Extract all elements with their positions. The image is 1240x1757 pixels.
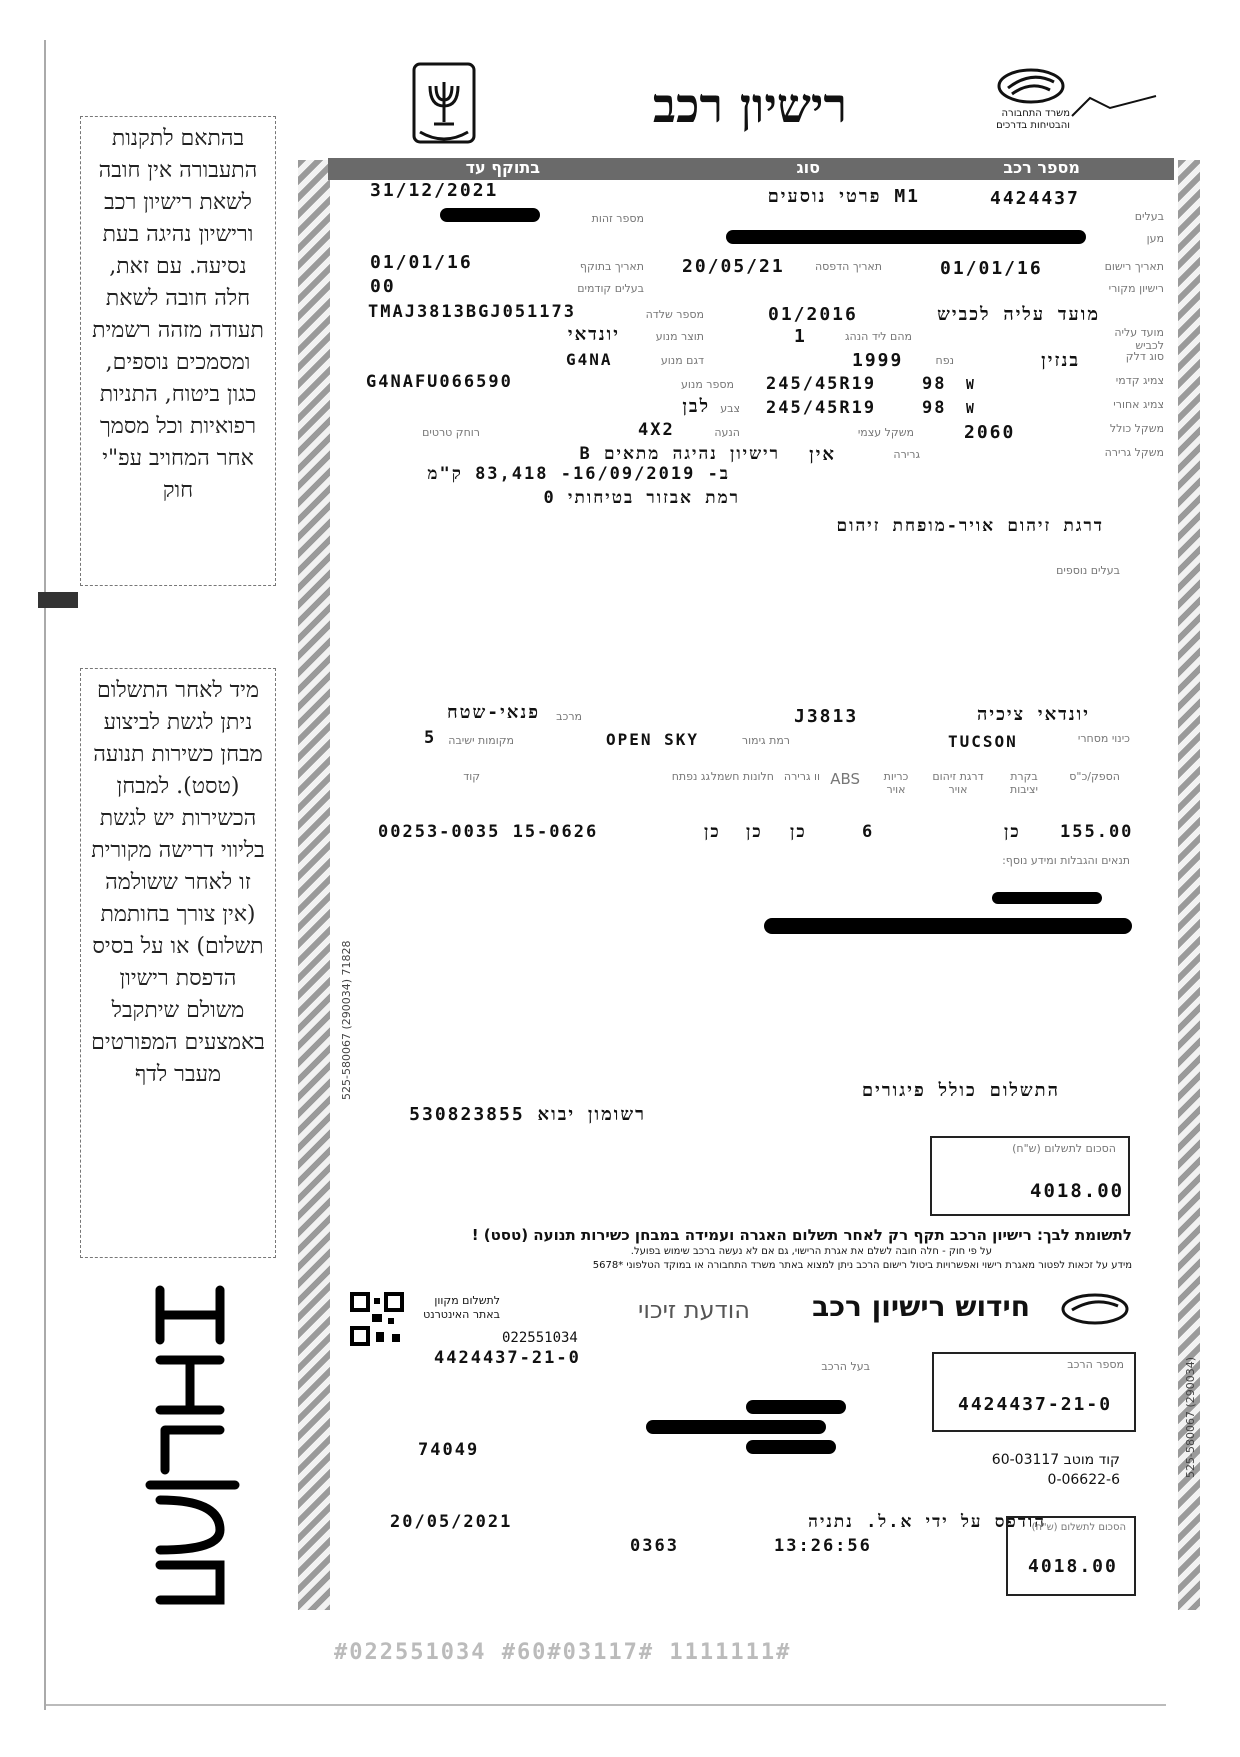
- ministry-name: [990, 108, 1070, 132]
- engine-number-value: G4NAFU066590: [366, 372, 513, 392]
- amount-value: 4018.00: [1030, 1180, 1125, 1202]
- renewal-date: 20/05/2021: [390, 1512, 513, 1532]
- vehicle-number-value: 4424437-21-0: [958, 1394, 1113, 1415]
- fuel-value: בנזין: [1041, 350, 1080, 371]
- redacted-renewal-owner-1: [746, 1400, 846, 1414]
- road-date-value: 01/2016: [768, 304, 858, 325]
- print-time: 13:26:56: [774, 1536, 872, 1556]
- valid-until-value: 31/12/2021: [370, 180, 499, 201]
- left-margin-code: 525-580067 (290034) 71828: [340, 940, 353, 1100]
- pollution-text: דרגת זיהום אויר-מופחת זיהום: [836, 516, 1104, 536]
- tow-hook-value: כן: [746, 822, 763, 842]
- windows-label: חלונות חשמל: [710, 770, 774, 783]
- total-weight-label: משקל כולל: [1109, 422, 1164, 435]
- redacted-renewal-owner-3: [746, 1440, 836, 1454]
- road-label: מועד עליה לכביש: [1114, 326, 1164, 352]
- branch-code: [950, 1450, 1120, 1490]
- zip-value: 74049: [418, 1440, 480, 1460]
- address-label: מען: [1146, 232, 1164, 245]
- seats-value: 5: [424, 728, 437, 748]
- seats-label: מקומות ישיבה: [448, 734, 514, 747]
- branch-code-2: 0-06622-6: [1047, 1472, 1120, 1488]
- maker-value: יונדאי: [567, 324, 620, 345]
- renewal-subtitle: הודעת זיכוי: [637, 1296, 750, 1324]
- renewal-ref-2: 4424437-21-0: [434, 1348, 581, 1368]
- drive-label: הנעה: [714, 426, 740, 439]
- left-marker: [38, 592, 78, 608]
- bar-plate-label: מספר רכב: [1003, 158, 1080, 177]
- redacted-condition-1: [992, 892, 1102, 904]
- front-tire-value: 245/45R19: [766, 374, 877, 394]
- tow-hook-label: וו גרירה: [783, 770, 820, 783]
- additional-owners-label: בעלים נוספים: [1056, 564, 1120, 577]
- safety-level-text: רמת אבזור בטיחותי 0: [543, 488, 740, 508]
- self-weight-label: משקל עצמי: [857, 426, 914, 439]
- hand-label: מהם ליד הנהג: [845, 330, 912, 343]
- odometer-text: ב- 16/09/2019- 83,418 ק"מ: [427, 464, 730, 484]
- branch-code-value: 60-03117: [991, 1452, 1060, 1468]
- rear-load-value: 98: [922, 398, 947, 418]
- redacted-id: [440, 208, 540, 222]
- prev-owners-label: בעלים קודמים: [577, 282, 644, 295]
- orig-license-label: רישיון מקורי: [1108, 282, 1164, 295]
- vehicle-code-value: 00253-0035 15-0626: [378, 822, 599, 842]
- maker-label: תוצר מנוע: [655, 330, 704, 343]
- windows-value: כן: [704, 822, 721, 842]
- notice-small-2: מידע על זכאות לפטור מאגרת רישוי ואפשרויות ביטול רישום הרכב ניתן למצוא באתר משרד התחבורה או במוקד הטלפוני *5678: [592, 1260, 1132, 1271]
- qr-label-line2: באתר האינטרנט: [423, 1308, 500, 1321]
- road-text: מועד עליה לכביש: [937, 304, 1100, 325]
- abs-label: ABS: [830, 770, 860, 788]
- stability-label: בקרת יציבות: [1009, 770, 1039, 796]
- power-value: 155.00: [1060, 822, 1134, 842]
- total-weight-value: 2060: [964, 422, 1016, 443]
- body-label: מרכב: [556, 710, 582, 723]
- volume-value: 1999: [852, 350, 904, 371]
- legal-note-box: בהתאם לתקנות התעבורה אין חובה לשאת רישיון רכב ורישיון נהיגה בעת נסיעה. עם זאת, חלה חובה לשאת תעודה מזהה רשמית ומסמכים נוספים, כגון ביטוח, התניות רפואיות וכל מסמך אחר המחויב עפ"י חוק: [80, 116, 276, 586]
- redacted-owner: [726, 230, 1086, 244]
- tow-distance-label: רוחק טרטים: [422, 426, 480, 439]
- ministry-line1: משרד התחבורה: [1001, 108, 1070, 119]
- handwritten-signature: [140, 1280, 240, 1610]
- type-value: M1 פרטי נוסעים: [767, 186, 920, 207]
- hitch-value: אין: [809, 444, 836, 465]
- chassis-value: TMAJ3813BGJ051173: [368, 302, 576, 322]
- plate-value: 4424437: [990, 188, 1080, 209]
- volume-label: נפח: [935, 354, 954, 367]
- fuel-label: סוג דלק: [1125, 350, 1164, 363]
- renewal-amount-label: הסכום לתשלום (ש"ח): [1031, 1522, 1126, 1533]
- chassis-label: מספר שלדה: [645, 308, 704, 321]
- reg-date-label: תאריך רישום: [1104, 260, 1164, 273]
- printed-by-text: הודפס על ידי א.ל. נתניה: [808, 1512, 1046, 1532]
- owners-label: בעלים: [1134, 210, 1164, 223]
- issue-date-value: 01/01/16: [370, 252, 473, 273]
- conditions-label: תנאים והגבלות ומידע נוסף:: [1002, 854, 1130, 867]
- notice-small-1: על פי חוק - חלה חובה לשלם את אגרת הרישוי, גם אם לא נעשה ברכב שימוש בפועל.: [630, 1246, 992, 1257]
- redacted-condition-2: [764, 918, 1132, 934]
- renewal-amount-value: 4018.00: [1028, 1556, 1118, 1577]
- code-label: קוד: [463, 770, 480, 783]
- renewal-ref-1: 022551034: [502, 1330, 578, 1346]
- renewal-title: חידוש רישיון רכב: [812, 1290, 1030, 1323]
- body-value: פנאי-שטח: [446, 702, 540, 723]
- stability-value: כן: [1004, 822, 1021, 842]
- branch-code-label: קוד מוטב: [1063, 1452, 1120, 1468]
- bar-valid-label: בתוקף עד: [465, 158, 540, 177]
- bar-type-label: סוג: [796, 158, 820, 177]
- feature-labels-row: [463, 770, 1120, 800]
- trim-value: OPEN SKY: [606, 730, 700, 749]
- ministry-arrow-icon: [1070, 90, 1160, 120]
- drive-value: 4X2: [638, 420, 675, 440]
- prev-owners-value: 00: [370, 276, 396, 297]
- includes-delays-text: התשלום כולל פיגורים: [861, 1080, 1060, 1101]
- color-value: לבן: [682, 396, 710, 417]
- pollution-label: דרגת זיהום אויר: [932, 770, 984, 796]
- model-code-label: דגם מנוע: [660, 354, 704, 367]
- vehicle-model-code-value: J3813: [794, 706, 859, 727]
- hitch-label: גרירה: [893, 448, 920, 461]
- front-speed-value: W: [966, 378, 976, 393]
- ministry-logo-icon: [996, 66, 1066, 106]
- renewal-owner-label: בעל הרכב: [821, 1360, 870, 1373]
- right-margin-code: 525-580067 (290034): [1184, 1356, 1197, 1478]
- ministry-line2: והבטיחות בדרכים: [996, 120, 1070, 131]
- airbags-value: 6: [862, 822, 875, 842]
- reg-date-value: 01/01/16: [940, 258, 1043, 279]
- redacted-renewal-owner-2: [646, 1420, 826, 1434]
- power-label: הספק/כ"ס: [1069, 770, 1120, 783]
- branch-code-line: [950, 1450, 1120, 1470]
- commercial-name-label: כינוי מסחרי: [1077, 732, 1130, 745]
- rear-tire-label: צמיג אחורי: [1113, 398, 1164, 411]
- sunroof-label: גג נפתח: [671, 770, 710, 783]
- page-border-left: [44, 40, 46, 1710]
- license-required-text: רישיון נהיגה מתאים B: [579, 444, 780, 464]
- vehicle-number-label: מספר הרכב: [1067, 1358, 1124, 1371]
- payment-note-box: מיד לאחר התשלום ניתן לגשת לביצוע מבחן כשירות תנועה (טסט). למבחן הכשירות יש לגשת בליווי דרישה מקורית זו לאחר ששולמה (אין צורך בחותמת תשלום) או על בסיס הדפסת רישיון משולם שיתקבל באמצעים המפורטים מעבר לדף: [80, 668, 276, 1258]
- rear-tire-value: 245/45R19: [766, 398, 877, 418]
- tow-weight-label: משקל גרירה: [1104, 446, 1164, 459]
- front-tire-label: צמיג קדמי: [1115, 374, 1164, 387]
- airbags-label: כריות אויר: [883, 770, 909, 796]
- color-label: צבע: [720, 402, 740, 415]
- state-emblem-icon: [412, 62, 476, 146]
- rear-speed-value: W: [966, 402, 976, 417]
- renewal-logo-icon: [1060, 1292, 1130, 1326]
- page-border-bottom: [46, 1704, 1166, 1706]
- print-date-value: 20/05/21: [682, 256, 785, 277]
- abs-value: כן: [790, 822, 807, 842]
- qr-label: [410, 1294, 500, 1322]
- model-code-value: G4NA: [566, 350, 613, 369]
- hand-value: 1: [794, 326, 807, 347]
- vehicle-make-value: יונדאי ציכיה: [977, 704, 1090, 725]
- qr-label-line1: לתשלום מקוון: [434, 1294, 500, 1307]
- left-security-strip: [298, 160, 330, 1610]
- footer-barcode-text: #022551034 #60#03117# 1111111#: [334, 1640, 792, 1665]
- front-load-value: 98: [922, 374, 947, 394]
- amount-label: הסכום לתשלום (ש"ח): [1012, 1142, 1116, 1155]
- issue-date-label: תאריך בתוקף: [579, 260, 644, 273]
- commercial-name-value: TUCSON: [948, 732, 1018, 751]
- trim-label: רמת גימור: [741, 734, 790, 747]
- qr-code-icon[interactable]: [350, 1292, 404, 1346]
- print-date-label: תאריך הדפסה: [814, 260, 882, 273]
- importer-text: רשומון יבוא 530823855: [409, 1104, 646, 1125]
- page-title: רישיון רכב: [652, 78, 848, 134]
- notice-bold: לתשומת לבך: רישיון הרכב תקף רק לאחר תשלום האגרה ועמידה במבחן כשירות תנועה (טסט) !: [471, 1226, 1132, 1244]
- print-code: 0363: [630, 1536, 679, 1556]
- id-label: מספר זהות: [591, 212, 644, 225]
- engine-number-label: מספר מנוע: [681, 378, 734, 391]
